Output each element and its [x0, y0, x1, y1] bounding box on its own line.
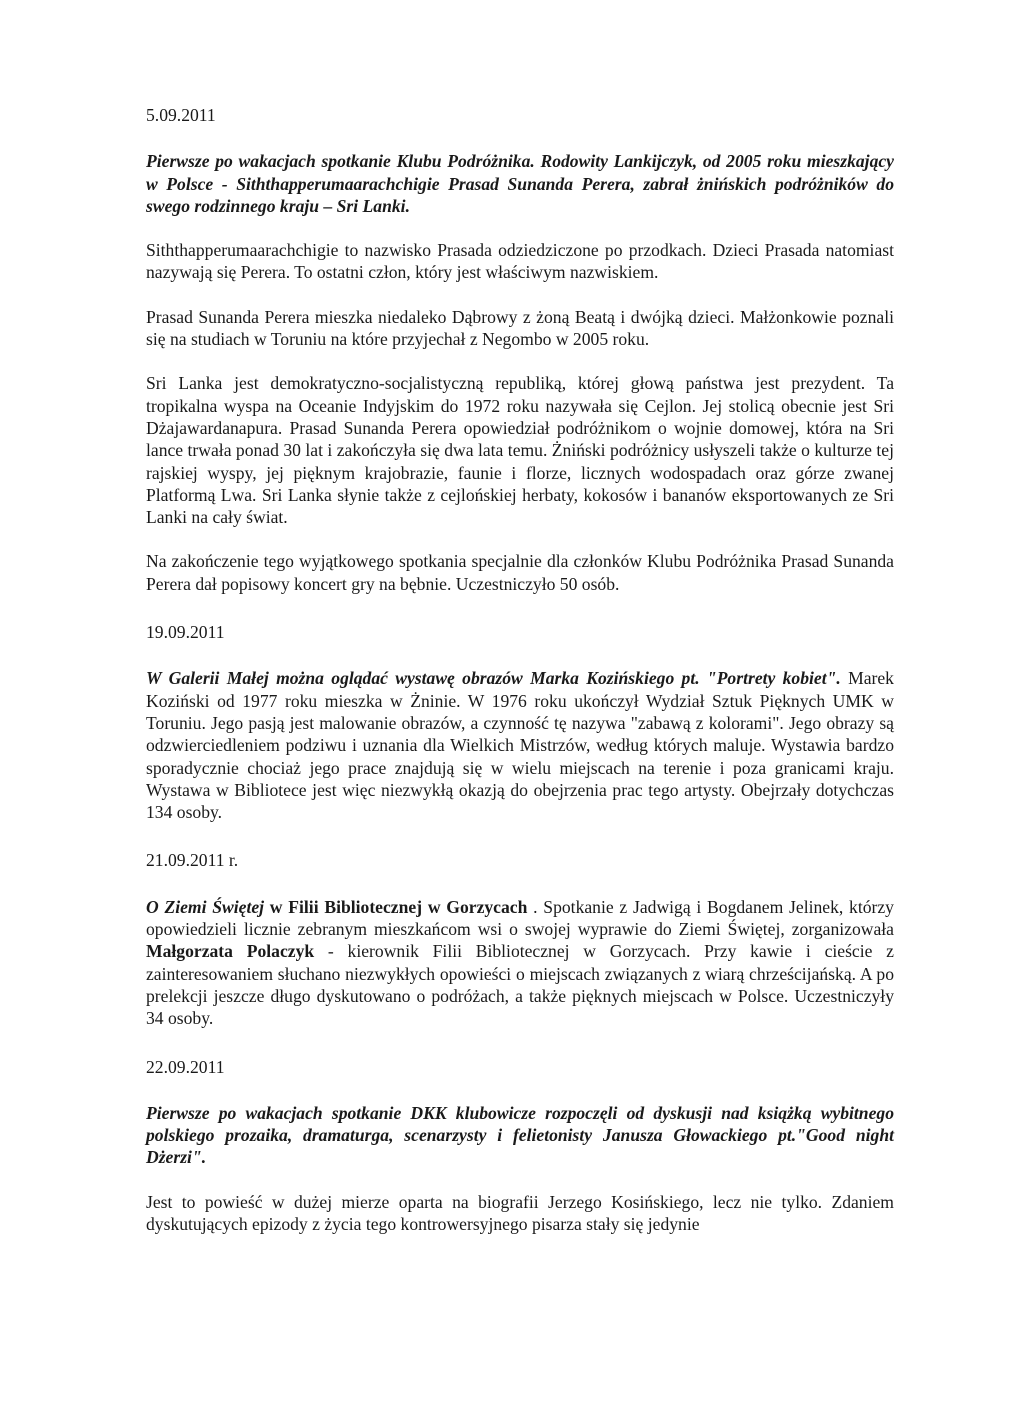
entry-lead-italic: O Ziemi Świętej: [146, 896, 265, 917]
entry-lead-bold: Filii Bibliotecznej w Gorzycach: [288, 896, 528, 917]
entry-lead: Pierwsze po wakacjach spotkanie DKK klubowicze rozpoczęli od dyskusji nad książką wybitnego polskiego prozaika, dramaturga, scenarzysty i felietonisty Janusza Głowackiego pt."Good night Dżerzi".: [146, 1102, 894, 1168]
entry-body: [146, 896, 894, 1030]
entry-lead: Pierwsze po wakacjach spotkanie Klubu Podróżnika. Rodowity Lankijczyk, od 2005 roku mieszkający w Polsce - Siththapperumaarachchigie Prasad Sunanda Perera, zabrał żnińskich podróżników do swego rodzinnego kraju – Sri Lanki.: [146, 151, 894, 216]
entry-body-text: - kierownik Filii Bibliotecznej w Gorzycach. Przy kawie i cieście z zainteresowaniem słuchano niezwykłych opowieści o miejscach związanych z wiarą chrześcijańską. A po prelekcji jeszcze długo dyskutowano o podróżach, a także pięknych miejscach w Polsce. Uczestniczyły 34 osoby.: [146, 941, 894, 1029]
entry-paragraph: Prasad Sunanda Perera mieszka niedaleko Dąbrowy z żoną Beatą i dwójką dzieci. Małżonkowie poznali się na studiach w Toruniu na które przyjechał z Negombo w 2005 roku.: [146, 306, 894, 350]
entry-date: 22.09.2011: [146, 1056, 225, 1077]
entry-body-text: Marek Koziński od 1977 roku mieszka w Żninie. W 1976 roku ukończył Wydział Sztuk Pięknych UMK w Toruniu. Jego pasją jest malowanie obrazów, a czynność tę nazywa "zabawą z kolorami". Jego obrazy są odzwierciedleniem podziwu i uznania dla Wielkich Mistrzów, według których maluje. Wystawia bardzo sporadycznie chociaż jego prace znajdują się w wielu miejscach na terenie i poza granicami kraju. Wystawa w Bibliotece jest więc niezwykłą okazją do obejrzenia prac tego artysty. Obejrzały dotychczas 134 osoby.: [146, 668, 894, 823]
entry-body: [146, 667, 894, 823]
entry-paragraph: Na zakończenie tego wyjątkowego spotkania specjalnie dla członków Klubu Podróżnika Prasad Sunanda Perera dał popisowy koncert gry na bębnie. Uczestniczyło 50 osób.: [146, 551, 894, 594]
entry-lead-mid: w: [264, 896, 289, 917]
entry-body-text: . Spotkanie z Jadwigą i Bogdanem Jelinek, którzy opowiedzieli licznie zebranym mieszkańcom wsi o swojej wyprawie do Ziemi Świętej, zorganizowała: [146, 896, 894, 940]
entry-paragraph: Siththapperumaarachchigie to nazwisko Prasada odziedziczone po przodkach. Dzieci Prasada natomiast nazywają się Perera. To ostatni człon, który jest właściwym nazwiskiem.: [146, 240, 894, 283]
organizer-name: Małgorzata Polaczyk: [146, 941, 315, 962]
entry-date: 5.09.2011: [146, 105, 216, 125]
entry-date: 19.09.2011: [146, 622, 225, 643]
document-page: [146, 104, 894, 1235]
entry-paragraph: Jest to powieść w dużej mierze oparta na biografii Jerzego Kosińskiego, lecz nie tylko. Zdaniem dyskutujących epizody z życia tego kontrowersyjnego pisarza stały się jedynie: [146, 1191, 894, 1234]
entry-date: 21.09.2011 r.: [146, 850, 239, 871]
entry-lead: W Galerii Małej można oglądać wystawę obrazów Marka Kozińskiego pt. "Portrety kobiet".: [146, 668, 841, 689]
entry-paragraph: Sri Lanka jest demokratyczno-socjalistyczną republiką, której głową państwa jest prezydent. Ta tropikalna wyspa na Oceanie Indyjskim do 1972 roku nazywała się Cejlon. Jej stolicą obecnie jest Sri Dżajawardanapura. Prasad Sunanda Perera opowiedział podróżnikom o wojnie domowej, która na Sri lance trwała ponad 30 lat i zakończyła się dwa lata temu. Żniński podróżnicy usłyszeli także o kulturze tej rajskiej wyspy, jej pięknym krajobrazie, faunie i florze, licznych wodospadach oraz górze zwanej Platformą Lwa. Sri Lanka słynie także z cejlońskiej herbaty, kokosów i bananów eksportowanych ze Sri Lanki na cały świat.: [146, 373, 894, 528]
